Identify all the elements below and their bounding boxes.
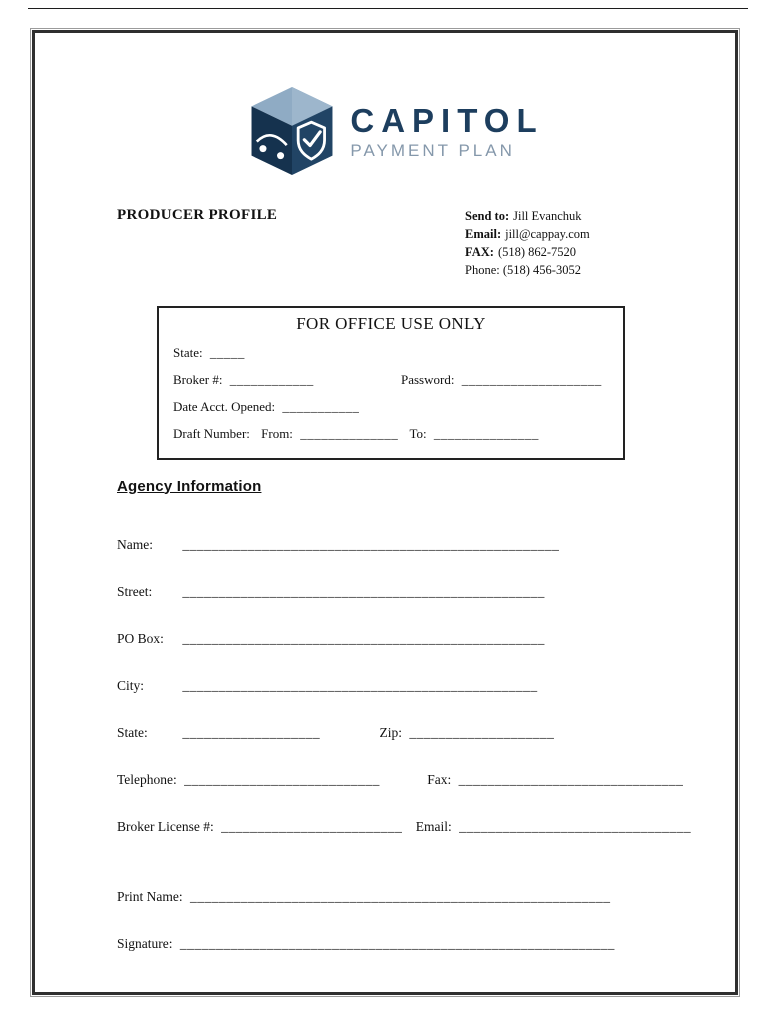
office-broker-label: Broker #: [173,371,223,387]
send-to-line [465,207,675,225]
office-state-row [173,345,609,361]
office-to-line[interactable]: _______________ [433,425,539,441]
logo-title: CAPITOL [350,101,544,139]
page-title: PRODUCER PROFILE [117,207,278,223]
telephone-fax-row [117,771,684,788]
logo [117,85,675,177]
office-broker-row [173,372,609,388]
send-to-label: Send to: [465,209,510,223]
office-broker-line[interactable]: ____________ [229,371,314,387]
fax-field-line[interactable]: _______________________________ [458,771,684,787]
telephone-line[interactable]: ___________________________ [184,771,380,787]
street-row [117,584,675,600]
office-date-row [173,399,609,415]
office-to-label: To: [409,425,427,441]
fax-label: FAX: [465,245,494,260]
office-draft-row [173,426,609,442]
city-line[interactable]: _________________________________________________ [182,677,538,693]
fax-line [465,243,675,261]
office-password-line[interactable]: ____________________ [461,371,602,387]
telephone-label: Telephone: [117,771,177,787]
print-name-label: Print Name: [117,888,183,904]
pobox-line[interactable]: __________________________________________________ [182,630,545,646]
office-from-label: From: [261,425,293,441]
email-field-label: Email: [415,818,452,834]
zip-label: Zip: [379,724,402,740]
city-row [117,678,675,694]
signature-line[interactable]: ____________________________________________________________ [179,935,615,951]
header-row [117,207,675,280]
office-broker-cell [173,372,401,388]
office-password-label: Password: [401,371,455,387]
office-state-line[interactable]: _____ [209,344,245,360]
send-to-value: Jill Evanchuk [513,209,582,223]
section-title-agency-information: Agency Information [117,477,262,495]
fax-field-label: Fax: [427,771,452,787]
office-date-line[interactable]: ___________ [282,398,360,414]
send-to-block [465,207,675,280]
license-label: Broker License #: [117,818,214,834]
logo-subtitle: PAYMENT PLAN [350,140,515,160]
document-page [32,30,738,995]
email-field-line[interactable]: ________________________________ [459,818,692,834]
zip-line[interactable]: ____________________ [409,724,555,740]
phone-value: (518) 456-3052 [502,263,581,278]
license-email-row [117,818,692,835]
name-row [117,537,675,553]
street-line[interactable]: __________________________________________________ [182,583,545,599]
email-line [465,225,675,243]
top-rule [28,8,748,9]
office-state-label: State: [173,344,203,360]
state-line[interactable]: ___________________ [182,724,321,740]
city-label: City: [117,677,145,693]
license-line[interactable]: _________________________ [221,818,403,834]
fax-value: (518) 862-7520 [497,245,577,260]
name-label: Name: [117,536,153,552]
phone-line [465,261,675,279]
page-content [35,33,735,952]
state-zip-row [117,725,675,741]
office-from-line[interactable]: ______________ [300,425,399,441]
capitol-cube-logo-icon [248,85,336,177]
street-label: Street: [117,583,153,599]
logo-text [350,101,544,160]
office-draft-label: Draft Number: [173,425,250,441]
print-name-line[interactable]: __________________________________________________________ [190,888,611,904]
signature-row [117,936,675,952]
pobox-row [117,631,675,647]
office-use-box [157,306,625,460]
pobox-label: PO Box: [117,630,164,646]
signature-label: Signature: [117,935,173,951]
name-line[interactable]: ____________________________________________________ [182,536,560,552]
email-label: Email: [465,227,502,242]
print-name-row [117,889,675,905]
email-value: jill@cappay.com [505,227,590,242]
phone-label: Phone: [465,263,500,278]
office-box-title: FOR OFFICE USE ONLY [296,313,486,333]
office-password-cell [401,372,602,388]
state-label: State: [117,724,148,740]
office-date-label: Date Acct. Opened: [173,398,276,414]
shield-check-icon [299,122,325,159]
